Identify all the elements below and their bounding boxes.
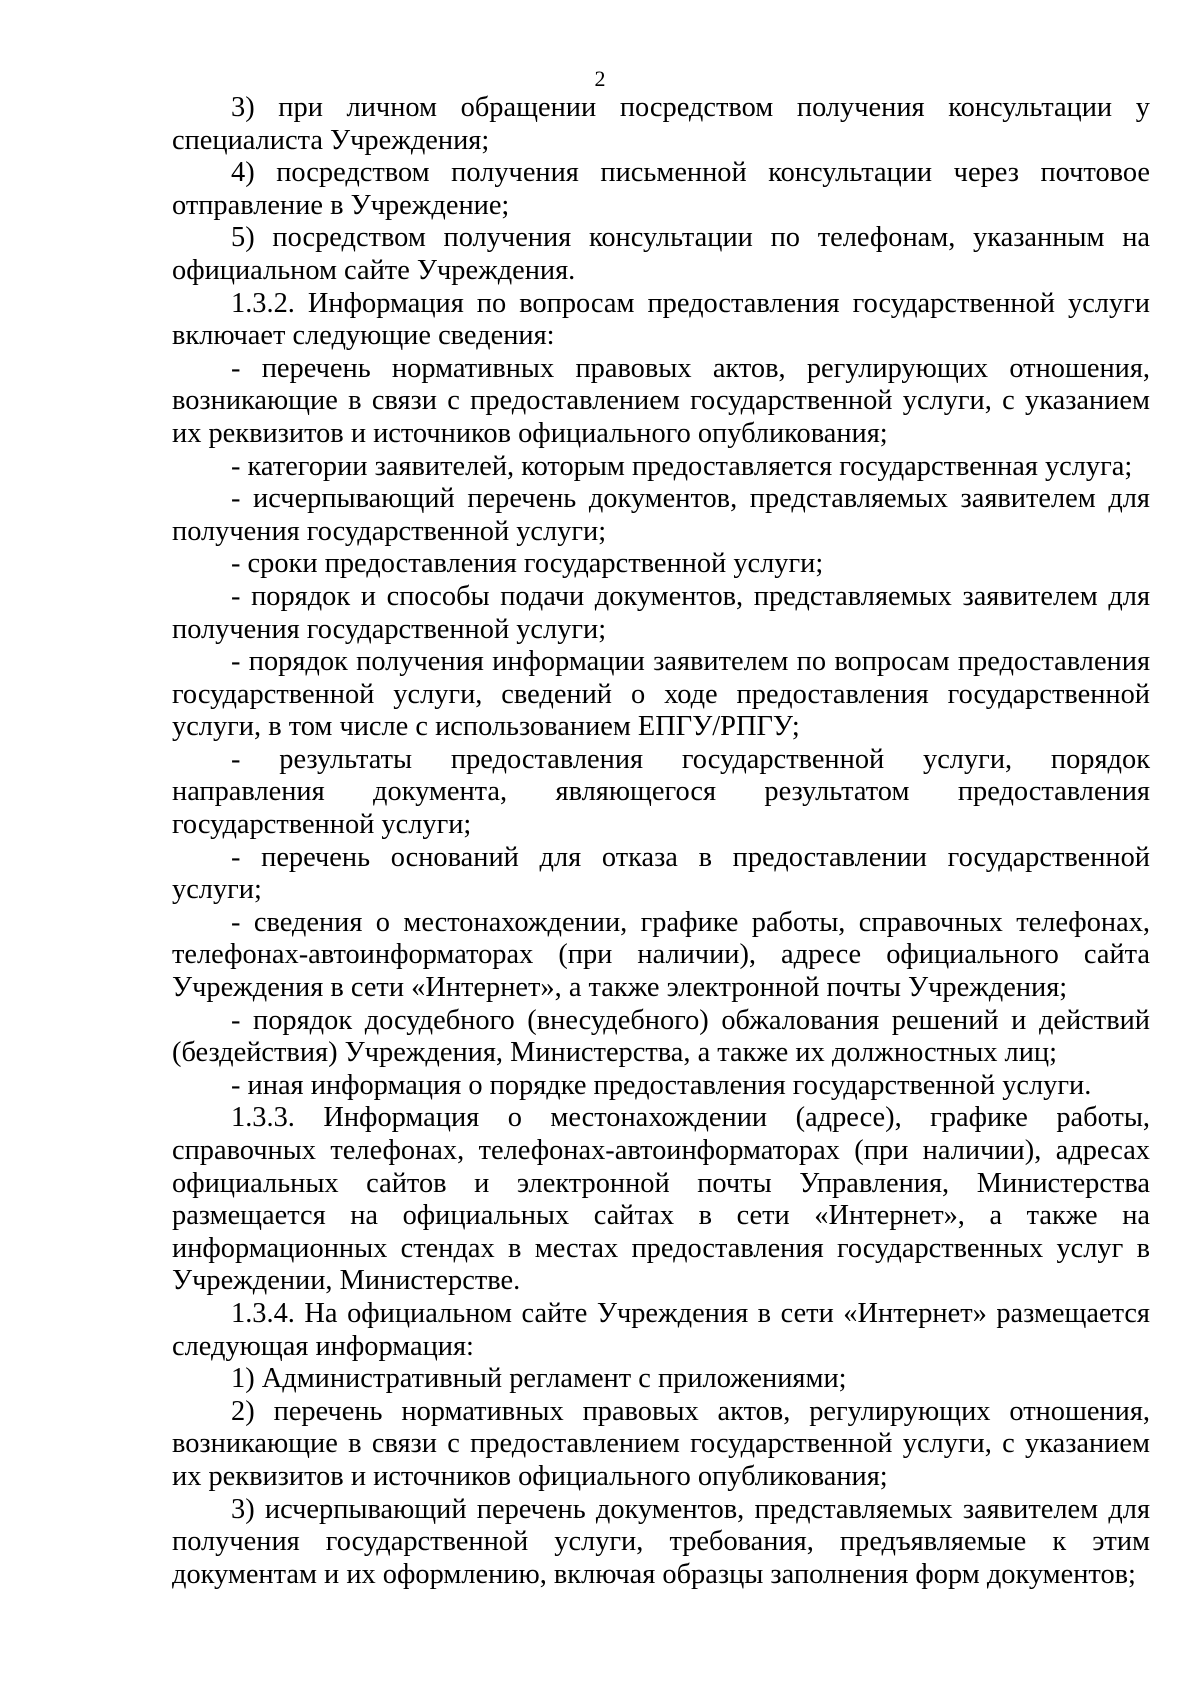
paragraph-4: 1.3.2. Информация по вопросам предоставления государственной услуги включает следующие сведения:	[172, 287, 1150, 352]
paragraph-9: - порядок и способы подачи документов, представляемых заявителем для получения государственной услуги;	[172, 580, 1150, 645]
paragraph-15: - иная информация о порядке предоставления государственной услуги.	[231, 1069, 1092, 1101]
paragraph-18: 1) Административный регламент с приложениями;	[231, 1363, 847, 1395]
paragraph-10: - порядок получения информации заявителем по вопросам предоставления государственной услуги, сведений о ходе предоставления государственной услуги, в том числе с использованием ЕПГУ/РПГУ;	[172, 646, 1150, 743]
page-number: 2	[594, 66, 606, 91]
paragraph-11: - результаты предоставления государственной услуги, порядок направления документа, являющегося результатом предоставления государственной услуги;	[172, 743, 1150, 841]
paragraph-16: 1.3.3. Информация о местонахождении (адресе), графике работы, справочных телефонах, телефонах-автоинформаторах (при наличии), адресах официальных сайтов и электронной почты Управления, Министерства размещается на официальных сайтах в сети «Интернет», а также на информационных стендах в местах предоставления государственных услуг в Учреждении, Министерстве.	[172, 1102, 1150, 1297]
paragraph-3: 5) посредством получения консультации по телефонам, указанным на официальном сайте Учреждения.	[172, 222, 1150, 286]
paragraph-20: 3) исчерпывающий перечень документов, представляемых заявителем для получения государственной услуги, требования, предъявляемые к этим документам и их оформлению, включая образцы заполнения форм документов;	[172, 1493, 1150, 1590]
paragraph-14: - порядок досудебного (внесудебного) обжалования решений и действий (бездействия) Учреждения, Министерства, а также их должностных лиц;	[172, 1004, 1150, 1069]
paragraph-7: - исчерпывающий перечень документов, представляемых заявителем для получения государственной услуги;	[172, 483, 1150, 547]
paragraph-6: - категории заявителей, которым предоставляется государственная услуга;	[231, 450, 1133, 482]
paragraph-12: - перечень оснований для отказа в предоставлении государственной услуги;	[172, 841, 1150, 906]
paragraph-2: 4) посредством получения письменной консультации через почтовое отправление в Учреждение;	[172, 157, 1150, 221]
paragraph-5: - перечень нормативных правовых актов, регулирующих отношения, возникающие в связи с предоставлением государственной услуги, с указанием их реквизитов и источников официального опубликования;	[172, 352, 1150, 449]
paragraph-8: - сроки предоставления государственной услуги;	[231, 548, 824, 580]
paragraph-19: 2) перечень нормативных правовых актов, регулирующих отношения, возникающие в связи с предоставлением государственной услуги, с указанием их реквизитов и источников официального опубликования;	[172, 1395, 1150, 1492]
paragraph-17: 1.3.4. На официальном сайте Учреждения в сети «Интернет» размещается следующая информация:	[172, 1297, 1150, 1362]
paragraph-13: - сведения о местонахождении, графике работы, справочных телефонах, телефонах-автоинформаторах (при наличии), адресе официального сайта Учреждения в сети «Интернет», а также электронной почты Учреждения;	[172, 906, 1150, 1004]
paragraph-1: 3) при личном обращении посредством получения консультации у специалиста Учреждения;	[172, 92, 1150, 156]
document-body	[172, 92, 1150, 1591]
